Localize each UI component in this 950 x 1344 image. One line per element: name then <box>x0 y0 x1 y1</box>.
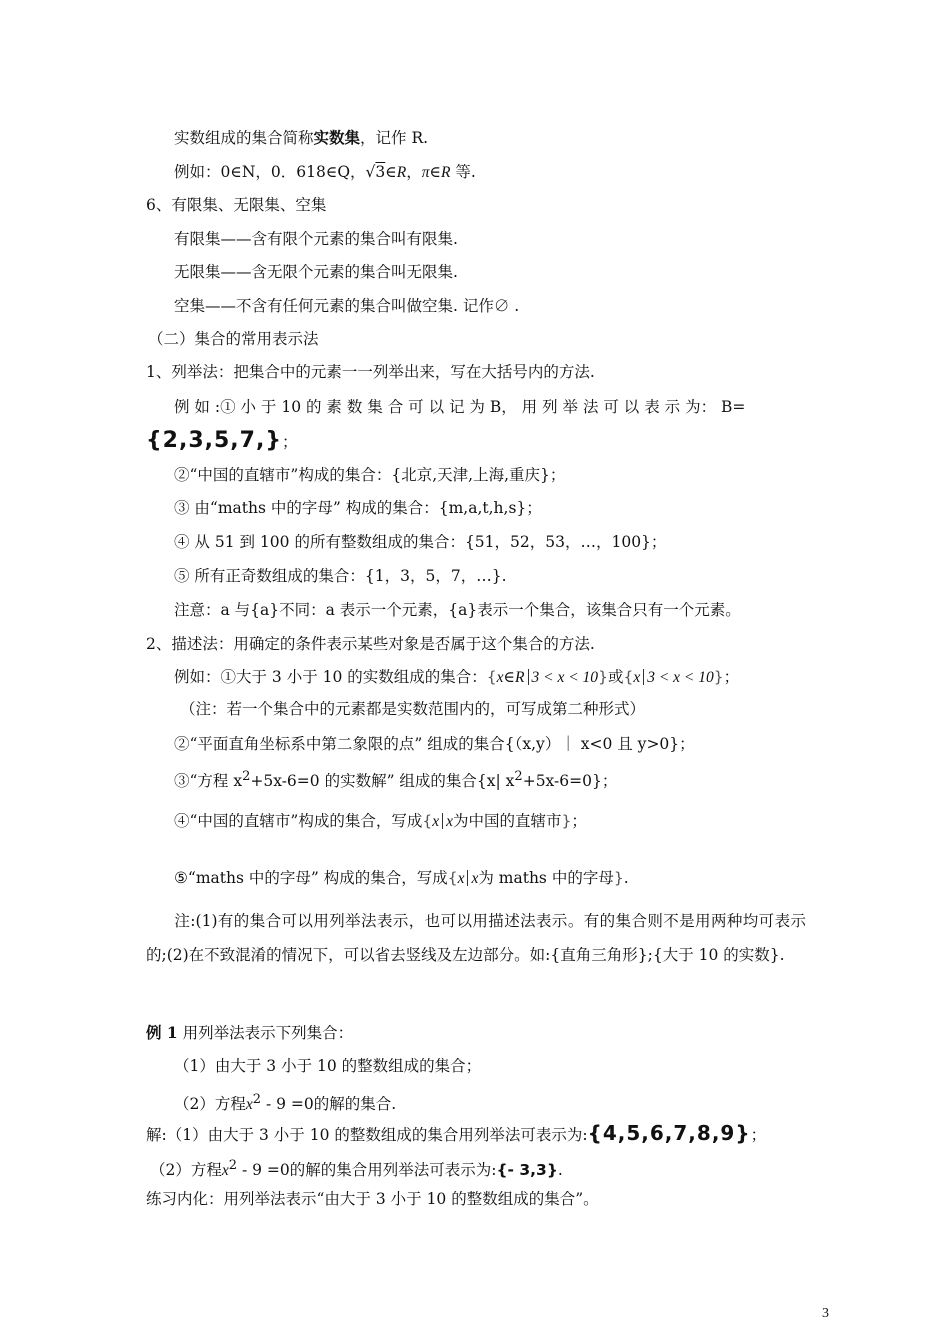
method-2-title: 2、描述法：用确定的条件表示某些对象是否属于这个集合的方法. <box>146 635 595 653</box>
section-6-title: 6、有限集、无限集、空集 <box>146 196 327 214</box>
method-1-example-1b: {2,3,5,7,}； <box>146 428 298 453</box>
method-1-example-3: ③ 由“maths 中的字母” 构成的集合：{m,a,t,h,s}； <box>174 499 542 517</box>
part-2-title: （二）集合的常用表示法 <box>148 330 319 348</box>
solution-2-set: {- 3,3} <box>496 1161 558 1180</box>
example-1-question-1: （1）由大于 3 小于 10 的整数组成的集合； <box>174 1057 482 1075</box>
method-1-example-5: ⑤ 所有正奇数组成的集合：{1，3，5，7，…}. <box>174 567 507 585</box>
method-2-example-3: ③“方程 $x^2+5x-6=0$ 的实数解” 组成的集合{x| $x^2+5x-6=0$}； <box>174 769 618 791</box>
example-1-label: 例 1 <box>146 1023 178 1042</box>
example-numbers-line: 例如：0∈N，0．618∈Q，√3∈R，π∈R 等. <box>174 163 476 181</box>
sqrt-symbol: √ <box>365 163 376 181</box>
solution-1-set: {4,5,6,7,8,9} <box>587 1121 751 1145</box>
method-1-example-2: ②“中国的直辖市”构成的集合：{北京,天津,上海,重庆}； <box>174 466 566 484</box>
finite-set-def: 有限集——含有限个元素的集合叫有限集. <box>174 230 458 248</box>
infinite-set-def: 无限集——含无限个元素的集合叫无限集. <box>174 263 458 281</box>
method-1-example-4: ④ 从 51 到 100 的所有整数组成的集合：{51，52，53，…，100}； <box>174 533 667 551</box>
term-real-set: 实数集 <box>313 128 361 147</box>
empty-set-def: 空集——不含有任何元素的集合叫做空集. 记作∅ . <box>174 297 520 315</box>
method-2-example-1: 例如：①大于 3 小于 10 的实数组成的集合：{x∈R 3 < x < 10}或{x 3 < x < 10}； <box>174 668 740 686</box>
solution-2: （2）方程$x^2 - 9 =0$的解的集合用列举法可表示为:{- 3,3}. <box>150 1158 563 1180</box>
method-2-example-5: ⑤“maths 中的字母” 构成的集合，写成{x x为 maths 中的字母}. <box>174 869 629 887</box>
method-1-title: 1、列举法：把集合中的元素一一列举出来，写在大括号内的方法. <box>146 363 595 381</box>
example-1-question-2: （2）方程$x^2 - 9 =0$的解的集合. <box>174 1092 397 1114</box>
method-1-note: 注意：a 与{a}不同：a 表示一个元素，{a}表示一个集合，该集合只有一个元素。 <box>174 601 741 619</box>
page-number: 3 <box>822 1306 829 1321</box>
method-2-example-2: ②“平面直角坐标系中第二象限的点” 组成的集合{（x,y）｜ x<0 且 y>0}； <box>174 735 695 753</box>
practice-line: 练习内化：用列举法表示“由大于 3 小于 10 的整数组成的集合”。 <box>146 1190 599 1208</box>
prime-set: {2,3,5,7,} <box>146 428 282 453</box>
note-paragraph: 注:(1)有的集合可以用列举法表示，也可以用描述法表示。有的集合则不是用两种均可表示的;(2)在不致混淆的情况下，可以省去竖线及左边部分。如:{直角三角形};{大于 10 的实数}. <box>146 912 806 964</box>
solution-1: 解:（1）由大于 3 小于 10 的整数组成的集合用列举法可表示为:{4,5,6,7,8,9}； <box>146 1121 767 1145</box>
example-1-heading: 例 1 用列举法表示下列集合： <box>146 1023 354 1042</box>
method-2-note: （注：若一个集合中的元素都是实数范围内的，可写成第二种形式） <box>180 700 646 718</box>
empty-set-symbol: ∅ <box>493 297 510 315</box>
real-set-line: 实数组成的集合简称实数集，记作 R. <box>174 128 429 147</box>
method-2-example-4: ④“中国的直辖市”构成的集合，写成{x x为中国的直辖市}； <box>174 812 587 830</box>
method-1-example-1a: 例 如 :① 小 于 10 的 素 数 集 合 可 以 记 为 B， 用 列 举 法 可 以 表 示 为： B= <box>174 398 746 416</box>
